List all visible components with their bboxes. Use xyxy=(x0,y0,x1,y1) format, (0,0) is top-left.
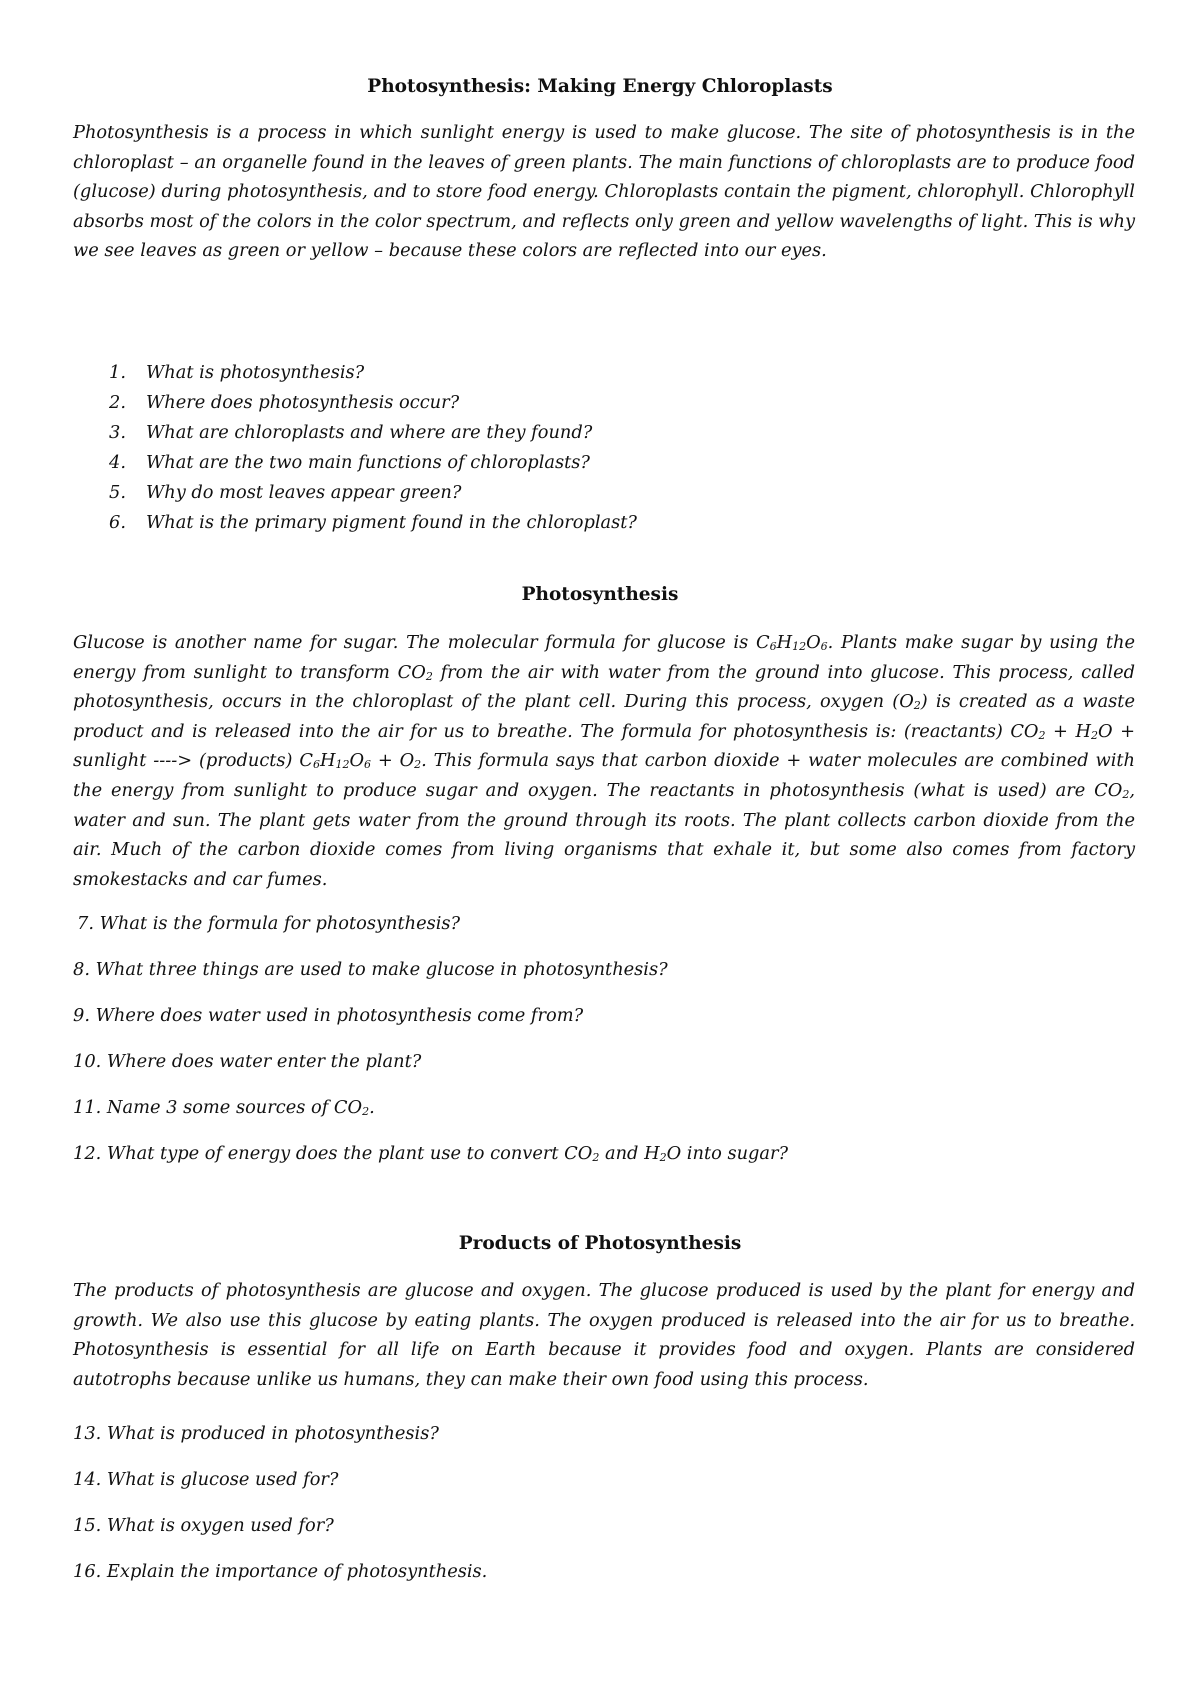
question-item: 7. What is the formula for photosynthesis? xyxy=(77,913,461,934)
question-item: 16. Explain the importance of photosynthesis. xyxy=(73,1561,488,1582)
chloroplast-paragraph: Photosynthesis is a process in which sunlight energy is used to make glucose. The site of photosynthesis is in the chloroplast – an organelle found in the leaves of green plants. The main functions of chloroplasts are to produce food (glucose) during photosynthesis, and to store food energy. Chloroplasts contain the pigment, chlorophyll. Chlorophyll absorbs most of the colors in the color spectrum, and reflects only green and yellow wavelengths of light. This is why we see leaves as green or yellow – because these colors are reflected into our eyes. xyxy=(73,122,1135,262)
question-item: 2. Where does photosynthesis occur? xyxy=(109,392,460,413)
question-item: 1. What is photosynthesis? xyxy=(109,362,365,383)
products-paragraph: The products of photosynthesis are glucose and oxygen. The glucose produced is used by the plant for energy and growth. We also use this glucose by eating plants. The oxygen produced is released into the air for us to breathe. Photosynthesis is essential for all life on Earth because it provides food and oxygen. Plants are considered autotrophs because unlike us humans, they can make their own food using this process. xyxy=(73,1280,1135,1390)
question-item: 15. What is oxygen used for? xyxy=(73,1515,334,1536)
section-title-chloroplasts: Photosynthesis: Making Energy Chloroplasts xyxy=(367,76,833,97)
section-title-photosynthesis: Photosynthesis xyxy=(521,584,679,605)
photosynthesis-paragraph: Glucose is another name for sugar. The molecular formula for glucose is $C_6H_{12}O_6$. Plants make sugar by using the energy from sunlight to transform $CO_2$ from the air with water from the ground into glucose. This process, called photosynthesis, occurs in the chloroplast of the plant cell. During this process, oxygen $(O_2)$ is created as a waste product and is released into the air for us to breathe. The formula for photosynthesis is: (reactants) $CO_2 + H_2O$ + sunlight ----> (products) $C_6H_{12}O_6 + O_2$. This formula says that carbon dioxide + water molecules are combined with the energy from sunlight to produce sugar and oxygen. The reactants in photosynthesis (what is used) are $CO_2$, water and sun. The plant gets water from the ground through its roots. The plant collects carbon dioxide from the air. Much of the carbon dioxide comes from living organisms that exhale it, but some also comes from factory smokestacks and car fumes. xyxy=(73,632,1136,890)
question-item: 4. What are the two main functions of chloroplasts? xyxy=(109,452,590,473)
section-title-products: Products of Photosynthesis xyxy=(458,1233,742,1254)
question-item: 8. What three things are used to make glucose in photosynthesis? xyxy=(73,959,668,980)
question-item: 6. What is the primary pigment found in the chloroplast? xyxy=(109,512,637,533)
question-item: 11. Name 3 some sources of $CO_2$. xyxy=(73,1097,375,1118)
question-item: 13. What is produced in photosynthesis? xyxy=(73,1423,439,1444)
question-item: 5. Why do most leaves appear green? xyxy=(109,482,462,503)
question-item: 3. What are chloroplasts and where are they found? xyxy=(109,422,593,443)
question-item: 10. Where does water enter the plant? xyxy=(73,1051,422,1072)
question-item: 14. What is glucose used for? xyxy=(73,1469,339,1490)
question-item: 12. What type of energy does the plant use to convert $CO_2$ and $H_2O$ into sugar? xyxy=(73,1143,789,1164)
question-item: 9. Where does water used in photosynthesis come from? xyxy=(73,1005,584,1026)
